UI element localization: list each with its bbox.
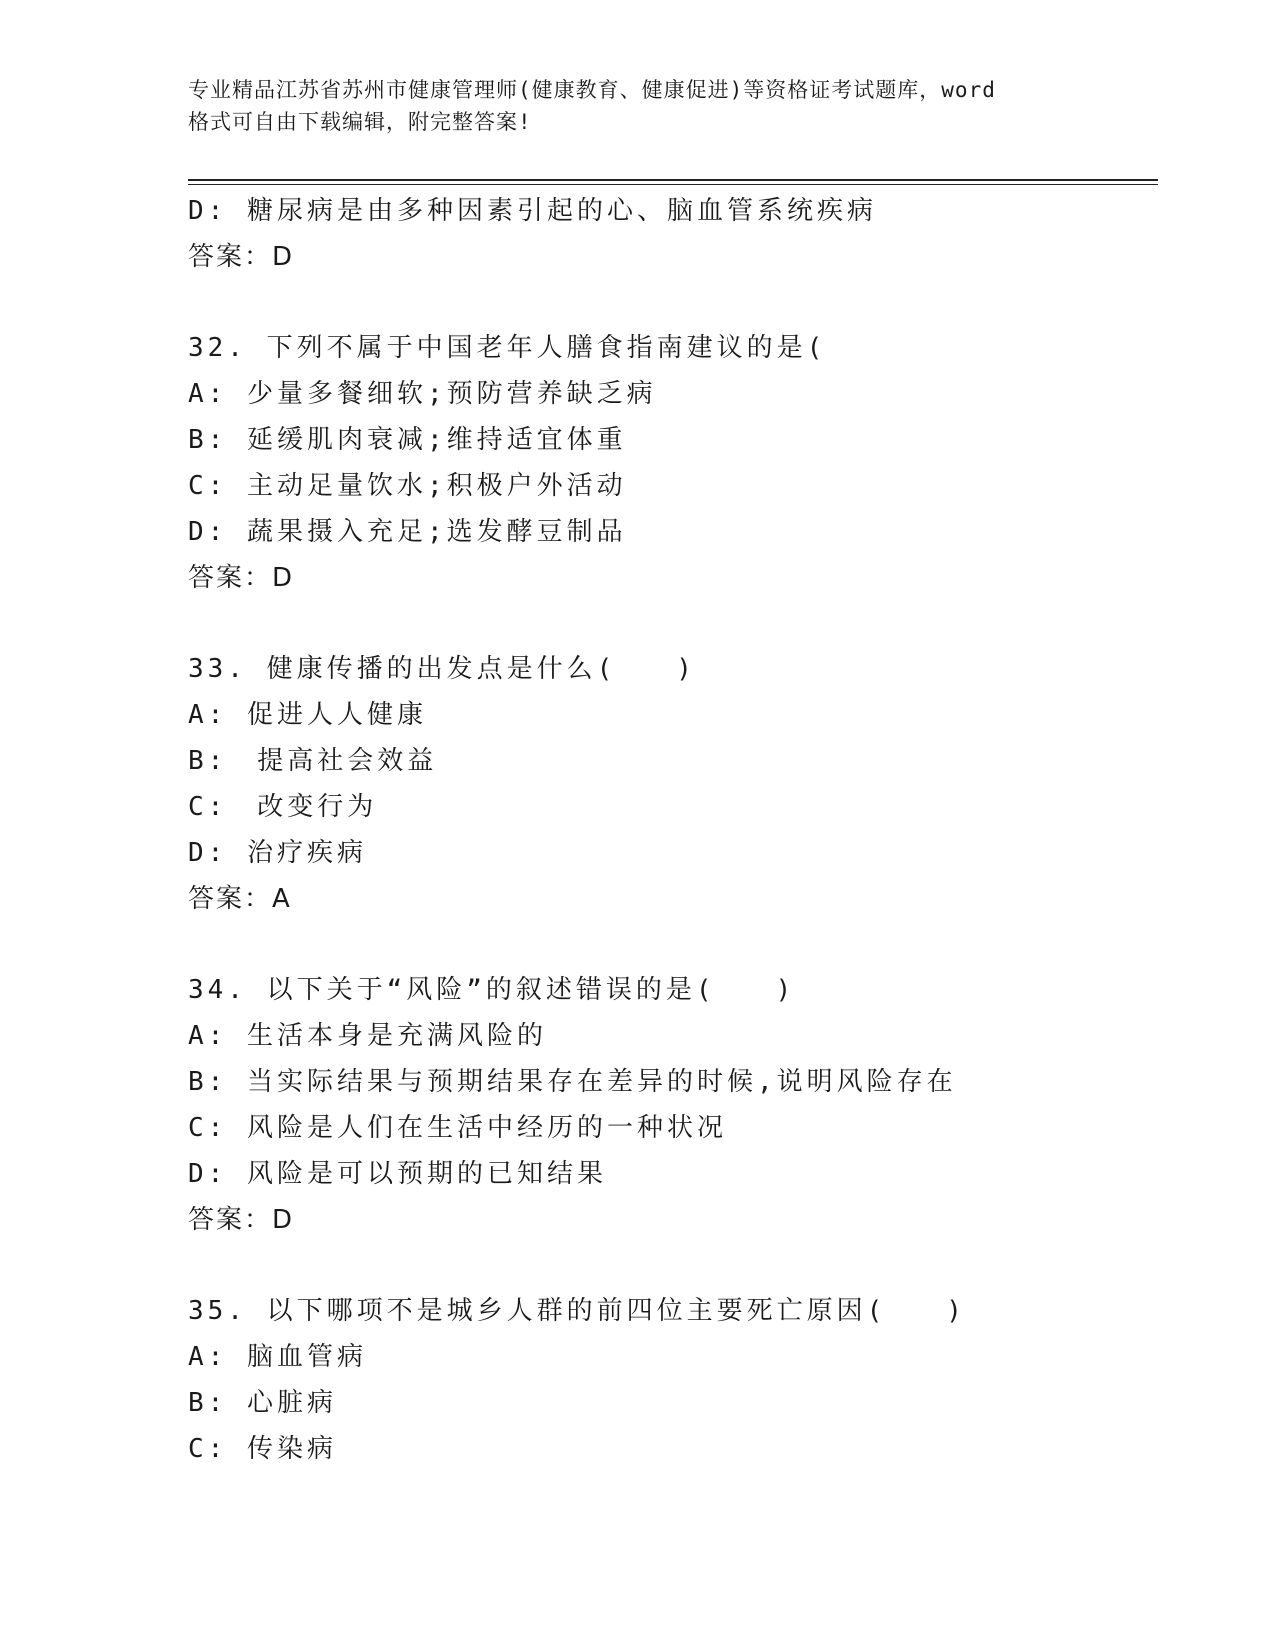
option-c: C: 主动足量饮水;积极户外活动 [188,471,627,501]
option-c: C: 改变行为 [188,792,378,822]
option-b: B: 延缓肌肉衰减;维持适宜体重 [188,425,627,455]
option-d: D: 风险是可以预期的已知结果 [188,1159,607,1189]
header-divider-thick [188,179,1158,181]
answer-line: 答案：A [188,884,292,914]
question-stem-33: 33. 健康传播的出发点是什么( ) [188,654,696,684]
option-c: C: 传染病 [188,1434,337,1464]
header-line-2: 格式可自由下载编辑，附完整答案! [188,110,532,134]
option-b: B: 提高社会效益 [188,746,438,776]
answer-line: 答案：D [188,242,295,272]
answer-line: 答案：D [188,563,295,593]
option-a: A: 生活本身是充满风险的 [188,1021,547,1051]
option-b: B: 心脏病 [188,1388,337,1418]
question-stem-34: 34. 以下关于“风险”的叙述错误的是( ) [188,975,796,1005]
option-c: C: 风险是人们在生活中经历的一种状况 [188,1113,727,1143]
option-d: D: 糖尿病是由多种因素引起的心、脑血管系统疾病 [188,196,877,226]
option-a: A: 促进人人健康 [188,700,427,730]
option-d: D: 蔬果摄入充足;选发酵豆制品 [188,517,627,547]
answer-line: 答案：D [188,1205,295,1235]
header-line-1: 专业精品江苏省苏州市健康管理师(健康教育、健康促进)等资格证考试题库，word [188,78,996,102]
document-header [188,74,1088,138]
header-divider-thin [188,184,1158,185]
question-stem-35: 35. 以下哪项不是城乡人群的前四位主要死亡原因( ) [188,1296,966,1326]
option-b: B: 当实际结果与预期结果存在差异的时候,说明风险存在 [188,1067,957,1097]
question-list [188,188,1158,1472]
question-stem-32: 32. 下列不属于中国老年人膳食指南建议的是( [188,333,827,363]
option-a: A: 少量多餐细软;预防营养缺乏病 [188,379,657,409]
option-a: A: 脑血管病 [188,1342,367,1372]
option-d: D: 治疗疾病 [188,838,367,868]
